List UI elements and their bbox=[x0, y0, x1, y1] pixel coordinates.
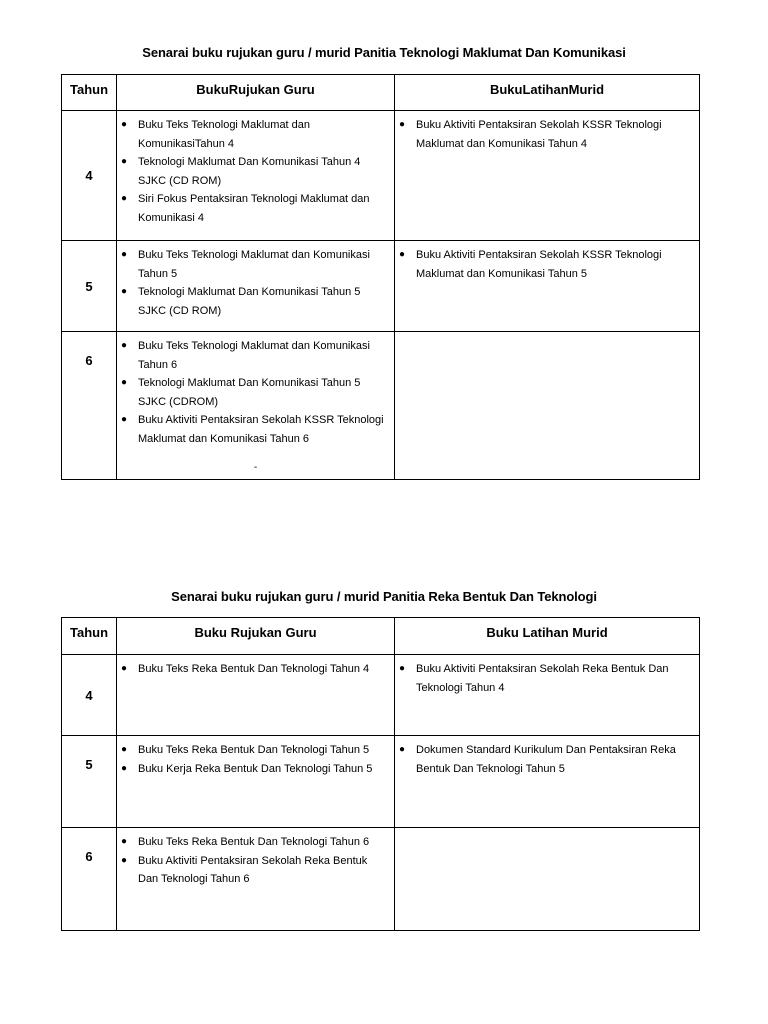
bullet-icon: ● bbox=[121, 156, 128, 167]
table-row bbox=[62, 828, 700, 931]
list-item bbox=[121, 246, 388, 283]
list-item bbox=[121, 833, 388, 852]
list-item bbox=[399, 246, 693, 283]
list-item bbox=[121, 411, 388, 448]
list-item bbox=[121, 852, 388, 889]
list-item bbox=[121, 153, 388, 190]
guru-cell bbox=[117, 241, 395, 332]
list-item bbox=[121, 337, 388, 374]
bullet-icon: ● bbox=[399, 249, 406, 260]
section-2-title: Senarai buku rujukan guru / murid Panitia Reka Bentuk Dan Teknologi bbox=[171, 589, 597, 604]
header-buku-latihan-murid: BukuLatihanMurid bbox=[395, 75, 700, 111]
list-item bbox=[121, 283, 388, 320]
bullet-icon: ● bbox=[121, 377, 128, 388]
murid-cell bbox=[395, 111, 700, 241]
list-item bbox=[121, 741, 388, 760]
list-item bbox=[121, 190, 388, 227]
table-row bbox=[62, 111, 700, 241]
guru-cell bbox=[117, 736, 395, 828]
list-item-text: Buku Aktiviti Pentaksiran Sekolah Reka Bentuk Dan Teknologi Tahun 6 bbox=[138, 854, 368, 885]
bullet-icon: ● bbox=[121, 854, 128, 866]
guru-cell bbox=[117, 332, 395, 480]
year-cell: 5 bbox=[62, 241, 117, 332]
header-row bbox=[62, 618, 700, 655]
list-item-text: Buku Teks Reka Bentuk Dan Teknologi Tahun 5 bbox=[138, 744, 370, 756]
year-cell: 4 bbox=[62, 655, 117, 736]
year-cell: 4 bbox=[62, 111, 117, 241]
bullet-icon: ● bbox=[399, 744, 406, 755]
bullet-icon: ● bbox=[121, 663, 128, 674]
table-row bbox=[62, 332, 700, 480]
list-item-text: Buku Kerja Reka Bentuk Dan Teknologi Tahun 5 bbox=[138, 762, 373, 775]
header-buku-rujukan-guru: BukuRujukan Guru bbox=[117, 75, 395, 111]
bullet-icon: ● bbox=[399, 119, 406, 130]
bullet-icon: ● bbox=[121, 762, 128, 774]
guru-cell bbox=[117, 111, 395, 241]
header-buku-latihan-murid: Buku Latihan Murid bbox=[395, 618, 700, 655]
header-buku-rujukan-guru: Buku Rujukan Guru bbox=[117, 618, 395, 655]
list-item-text: Dokumen Standard Kurikulum Dan Pentaksiran Reka Bentuk Dan Teknologi Tahun 5 bbox=[416, 744, 676, 775]
guru-cell bbox=[117, 655, 395, 736]
list-item-text: Buku Aktiviti Pentaksiran Sekolah Reka Bentuk Dan Teknologi Tahun 4 bbox=[416, 663, 669, 694]
list-item-text: Teknologi Maklumat Dan Komunikasi Tahun 5 SJKC (CDROM) bbox=[138, 377, 361, 408]
section-1-title: Senarai buku rujukan guru / murid Panitia Teknologi Maklumat Dan Komunikasi bbox=[142, 45, 626, 60]
list-item bbox=[399, 660, 693, 697]
bullet-icon: ● bbox=[121, 119, 128, 130]
list-item-text: Teknologi Maklumat Dan Komunikasi Tahun 5 SJKC (CD ROM) bbox=[138, 286, 361, 317]
bullet-icon: ● bbox=[121, 193, 128, 204]
year-cell: 6 bbox=[62, 828, 117, 931]
bullet-icon: ● bbox=[121, 414, 128, 425]
list-item-text: Buku Teks Teknologi Maklumat dan KomunikasiTahun 4 bbox=[138, 119, 311, 150]
header-tahun: Tahun bbox=[62, 618, 117, 655]
bullet-icon: ● bbox=[121, 340, 128, 351]
bullet-icon: ● bbox=[121, 249, 128, 260]
year-cell: 6 bbox=[62, 332, 117, 480]
list-item-text: Buku Teks Reka Bentuk Dan Teknologi Tahun 6 bbox=[138, 836, 370, 848]
list-item bbox=[121, 660, 388, 679]
bullet-icon: ● bbox=[399, 663, 406, 674]
list-item bbox=[121, 116, 388, 153]
header-tahun: Tahun bbox=[62, 75, 117, 111]
list-item-text: Buku Teks Reka Bentuk Dan Teknologi Tahun 4 bbox=[138, 663, 370, 675]
list-item-text: Buku Teks Teknologi Maklumat dan Komunikasi Tahun 5 bbox=[138, 249, 370, 280]
section-1-table bbox=[61, 74, 700, 480]
header-row bbox=[62, 75, 700, 111]
list-item-text: Teknologi Maklumat Dan Komunikasi Tahun 4 SJKC (CD ROM) bbox=[138, 156, 361, 187]
list-item-text: Buku Teks Teknologi Maklumat dan Komunikasi Tahun 6 bbox=[138, 340, 370, 371]
murid-cell bbox=[395, 828, 700, 931]
dash-note: - bbox=[253, 462, 258, 473]
murid-cell bbox=[395, 655, 700, 736]
list-item-text: Buku Aktiviti Pentaksiran Sekolah KSSR Teknologi Maklumat dan Komunikasi Tahun 4 bbox=[416, 119, 662, 150]
guru-cell bbox=[117, 828, 395, 931]
section-2-table bbox=[61, 617, 700, 931]
list-item-text: Buku Aktiviti Pentaksiran Sekolah KSSR Teknologi Maklumat dan Komunikasi Tahun 5 bbox=[416, 249, 662, 280]
list-item-text: Siri Fokus Pentaksiran Teknologi Maklumat dan Komunikasi 4 bbox=[138, 193, 370, 224]
list-item bbox=[399, 741, 693, 778]
table-row bbox=[62, 241, 700, 332]
murid-cell bbox=[395, 332, 700, 480]
murid-cell bbox=[395, 736, 700, 828]
list-item bbox=[121, 374, 388, 411]
list-item bbox=[121, 760, 388, 779]
year-cell: 5 bbox=[62, 736, 117, 828]
list-item bbox=[399, 116, 693, 153]
table-row bbox=[62, 655, 700, 736]
bullet-icon: ● bbox=[121, 744, 128, 755]
bullet-icon: ● bbox=[121, 836, 128, 847]
murid-cell bbox=[395, 241, 700, 332]
list-item-text: Buku Aktiviti Pentaksiran Sekolah KSSR Teknologi Maklumat dan Komunikasi Tahun 6 bbox=[138, 414, 384, 445]
bullet-icon: ● bbox=[121, 286, 128, 297]
table-row bbox=[62, 736, 700, 828]
